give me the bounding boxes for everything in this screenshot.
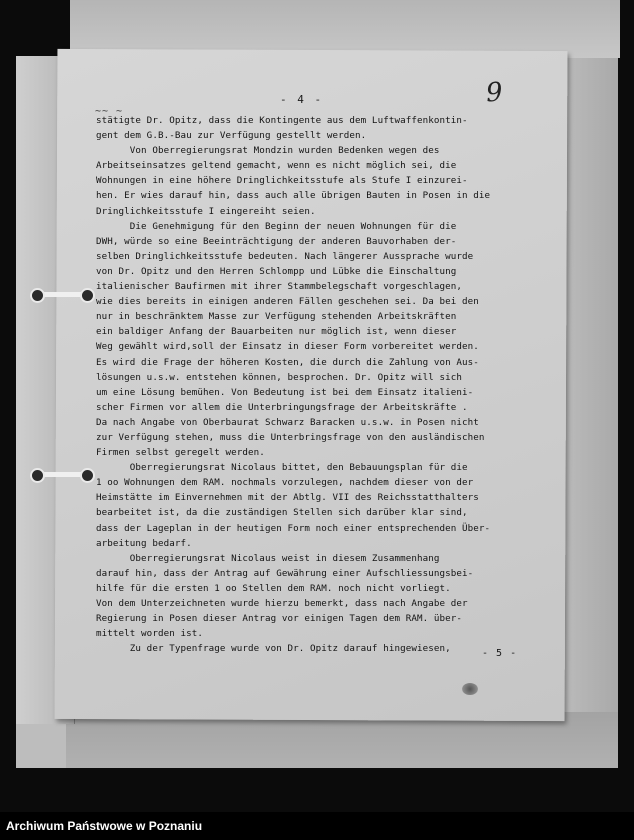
text-line: Wohnungen in eine höhere Dringlichkeitsstufe als Stufe I einzurei- — [96, 175, 468, 187]
binder-clip-bottom — [30, 468, 92, 482]
text-line: Heimstätte im Einvernehmen mit der Abtlg. VII des Reichsstatthalters — [96, 492, 479, 504]
text-line: hilfe für die ersten 1 oo Stellen dem RAM. noch nicht vorliegt. — [96, 582, 451, 594]
text-line: mittelt worden ist. — [96, 628, 203, 640]
text-line: DWH, würde so eine Beeinträchtigung der anderen Bauvorhaben der- — [96, 235, 457, 247]
text-line: scher Firmen vor allem die Unterbringungsfrage der Arbeitskräfte . — [96, 401, 468, 413]
text-line: von Dr. Opitz und den Herren Schlompp und Lübke die Einschaltung — [96, 265, 457, 277]
stray-ink-mark: ~~ ~ — [95, 106, 124, 117]
text-line: Arbeitseinsatzes geltend gemacht, wenn es nicht möglich sei, die — [96, 160, 457, 172]
text-line: zur Verfügung stehen, muss die Unterbringsfrage von den ausländischen — [96, 431, 485, 443]
text-line: Es wird die Frage der höheren Kosten, die durch die Zahlung von Aus- — [96, 356, 479, 368]
ink-stain — [462, 683, 478, 695]
text-line: wie dies bereits in einigen anderen Fällen geschehen sei. Da bei den — [96, 296, 479, 308]
text-line: Dringlichkeitsstufe I eingereiht seien. — [96, 205, 316, 217]
text-line: stätigte Dr. Opitz, dass die Kontingente aus dem Luftwaffenkontin- — [96, 115, 468, 126]
text-line: Weg gewählt wird,soll der Einsatz in dieser Form vorbereitet werden. — [96, 341, 479, 353]
typed-text-body — [96, 113, 556, 656]
text-line: hen. Er wies darauf hin, dass auch alle übrigen Bauten in Posen in die — [96, 190, 491, 202]
text-line: Oberregierungsrat Nicolaus weist in diesem Zusammenhang — [96, 552, 440, 564]
text-line: gent dem G.B.-Bau zur Verfügung gestellt werden. — [96, 130, 367, 142]
text-line: italienischer Baufirmen mit ihrer Stammbelegschaft vorgeschlagen, — [96, 281, 463, 293]
film-edge-right — [560, 58, 618, 768]
text-line: 1 oo Wohnungen dem RAM. nochmals vorzulegen, nachdem dieser von der — [96, 477, 474, 489]
text-line: Regierung in Posen dieser Antrag vor einigen Tagen dem RAM. über- — [96, 613, 463, 625]
text-line: nur in beschränktem Masse zur Verfügung stehenden Arbeitskräften — [96, 311, 457, 323]
text-line: lösungen u.s.w. entstehen können, besprochen. Dr. Opitz will sich — [96, 371, 463, 383]
text-line: Von dem Unterzeichneten wurde hierzu bemerkt, dass nach Angabe der — [96, 598, 468, 609]
text-line: darauf hin, dass der Antrag auf Gewährung einer Aufschliessungsbei- — [96, 567, 474, 579]
text-line: Oberregierungsrat Nicolaus bittet, den Bebauungsplan für die — [96, 462, 468, 474]
text-line: Da nach Angabe von Oberbaurat Schwarz Baracken u.s.w. in Posen nicht — [96, 416, 479, 428]
handwritten-page-number: 9 — [484, 77, 504, 109]
text-line: Von Oberregierungsrat Mondzin wurden Bedenken wegen des — [96, 145, 440, 157]
binder-clip-top — [30, 288, 92, 302]
archive-footer: Archiwum Państwowe w Poznaniu — [0, 812, 634, 840]
text-line: bearbeitet ist, da die zuständigen Stellen sich darüber klar sind, — [96, 507, 468, 519]
text-line: Die Genehmigung für den Beginn der neuen Wohnungen für die — [96, 220, 457, 232]
text-line: selben Dringlichkeitsstufe bedeuten. Nach längerer Aussprache wurde — [96, 250, 474, 262]
next-page-marker: - 5 - — [482, 648, 518, 659]
text-line: dass der Lageplan in der heutigen Form noch einer entsprechenden Über- — [96, 522, 491, 534]
binding-strip-lower — [16, 724, 66, 768]
text-line: arbeitung bedarf. — [96, 537, 192, 549]
text-line: Firmen selbst geregelt werden. — [96, 447, 265, 459]
text-line: um eine Lösung bemühen. Von Bedeutung ist bei dem Einsatz italieni- — [96, 386, 474, 398]
page-number: - 4 - — [280, 93, 324, 106]
text-line: Zu der Typenfrage wurde von Dr. Opitz darauf hingewiesen, — [96, 643, 451, 655]
text-line: ein baldiger Anfang der Bauarbeiten nur möglich ist, wenn dieser — [96, 326, 457, 338]
